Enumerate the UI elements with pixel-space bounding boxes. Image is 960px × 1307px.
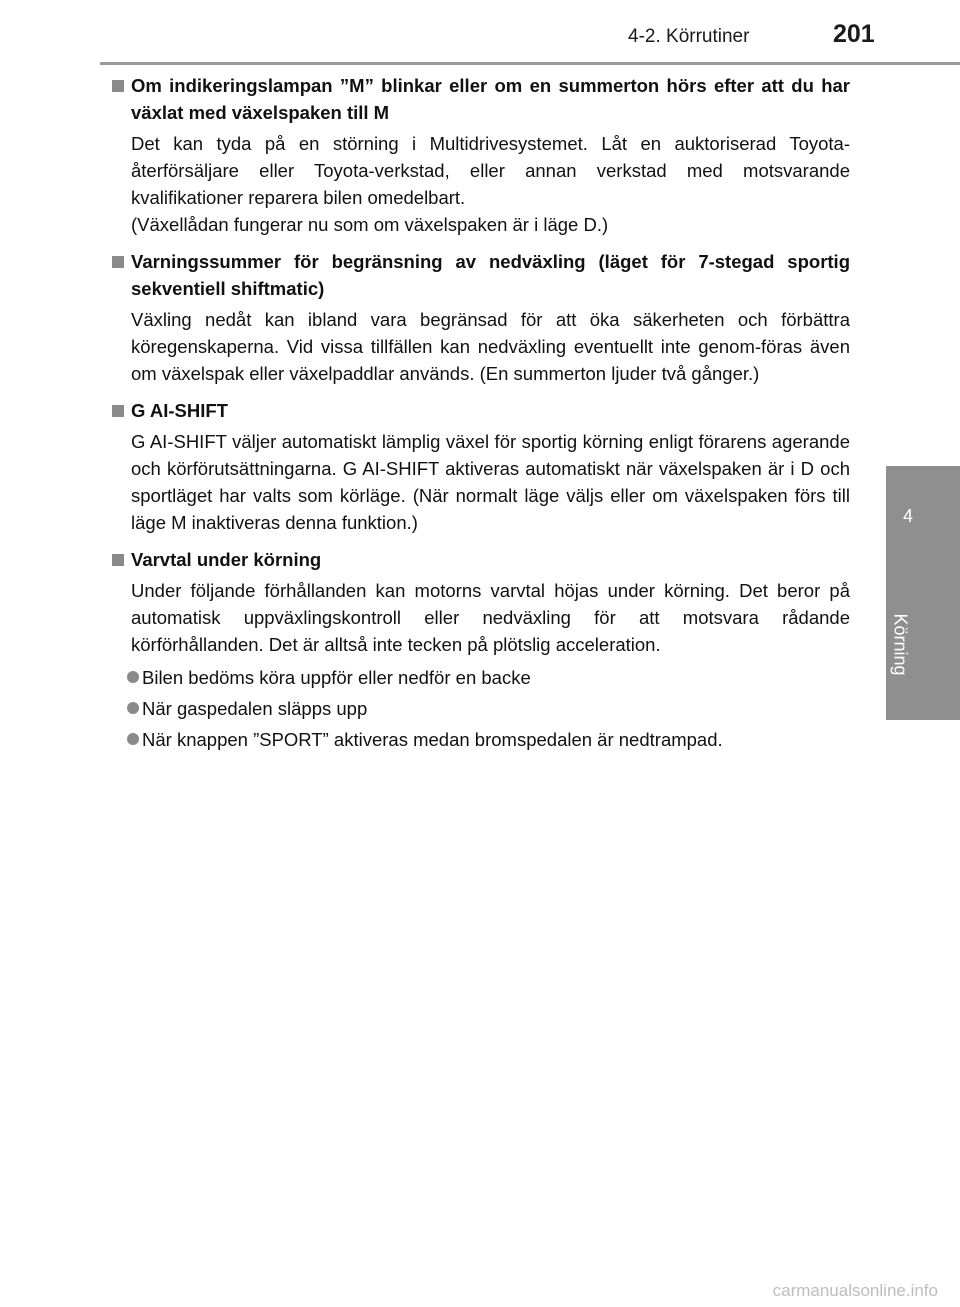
square-bullet-icon — [112, 256, 124, 268]
list-item — [127, 726, 850, 753]
section-m-indicator — [112, 72, 850, 238]
watermark: carmanualsonline.info — [772, 1281, 938, 1300]
section-downshift-warning — [112, 248, 850, 387]
section-g-ai-shift — [112, 397, 850, 536]
section-paragraph: Växling nedåt kan ibland vara begränsad för att öka säkerheten och förbättra köregenskaperna. Vid vissa tillfällen kan nedväxling eventuellt inte genom-föras även om växelspak eller växelpaddlar används. (En summerton ljuder två gånger.) — [131, 309, 850, 384]
section-paragraph: (Växellådan fungerar nu som om växelspaken är i läge D.) — [131, 214, 609, 235]
page-content — [112, 72, 850, 763]
square-bullet-icon — [112, 80, 124, 92]
list-item-text: När knappen ”SPORT” aktiveras medan bromspedalen är nedtrampad. — [142, 729, 723, 750]
list-item-text: När gaspedalen släpps upp — [142, 698, 368, 719]
circle-bullet-icon — [127, 702, 139, 714]
list-item — [127, 664, 850, 691]
section-heading — [112, 546, 850, 573]
section-paragraph: Det kan tyda på en störning i Multidrivesystemet. Låt en auktoriserad Toyota-återförsäljare eller Toyota-verkstad, eller annan verkstad med motsvarande kvalifikationer reparera bilen omedelbart. — [131, 133, 850, 208]
page-number: 201 — [833, 20, 875, 48]
circle-bullet-icon — [127, 671, 139, 683]
condition-list — [127, 664, 850, 753]
section-heading-text: Om indikeringslampan ”M” blinkar eller om en summerton hörs efter att du har växlat med växelspaken till M — [131, 75, 850, 123]
section-engine-speed — [112, 546, 850, 753]
side-tab-number: 4 — [902, 506, 913, 526]
section-paragraph: G AI-SHIFT väljer automatiskt lämplig växel för sportig körning enligt förarens agerande och körförutsättningarna. G AI-SHIFT aktiveras automatiskt när växelspaken är i D och sportläget har valts som körläge. (När normalt läge väljs eller om växelspaken förs till läge M inaktiveras denna funktion.) — [131, 431, 850, 533]
section-paragraph: Under följande förhållanden kan motorns varvtal höjas under körning. Det beror på automatisk uppväxlingskontroll eller nedväxling för att motsvara rådande körförhållanden. Det är alltså inte tecken på plötslig acceleration. — [131, 580, 850, 655]
list-item-text: Bilen bedöms köra uppför eller nedför en backe — [142, 667, 531, 688]
section-heading — [112, 397, 850, 424]
chapter-title: 4-2. Körrutiner — [628, 26, 750, 47]
section-heading — [112, 248, 850, 302]
chapter-side-tab — [886, 466, 960, 720]
section-heading-text: Varvtal under körning — [131, 549, 322, 570]
section-heading — [112, 72, 850, 126]
square-bullet-icon — [112, 405, 124, 417]
header-divider — [100, 62, 960, 65]
square-bullet-icon — [112, 554, 124, 566]
side-tab-label: Körning — [890, 613, 911, 676]
section-heading-text: Varningssummer för begränsning av nedväxling (läget för 7-stegad sportig sekventiell shiftmatic) — [131, 251, 850, 299]
list-item — [127, 695, 850, 722]
section-heading-text: G AI-SHIFT — [131, 400, 228, 421]
circle-bullet-icon — [127, 733, 139, 745]
